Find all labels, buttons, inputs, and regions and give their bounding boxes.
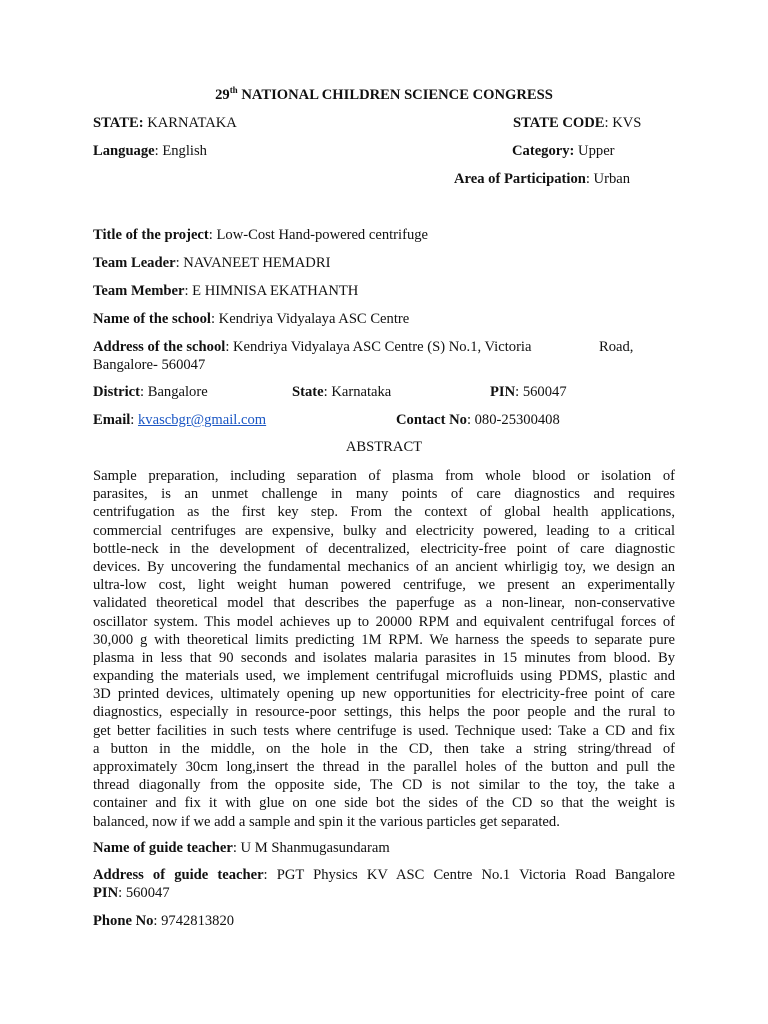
abstract-line: bottle-neck in the development of decentralized, electricity-free point of care diagnostic — [93, 540, 675, 557]
pin-label: PIN — [490, 384, 516, 400]
guide-address-line — [93, 866, 675, 884]
abstract-line: approximately 30cm long,insert the thread in the parallel holes of the button and pull the — [93, 759, 675, 775]
pin-field — [490, 383, 567, 401]
school-state-label: State — [292, 384, 324, 400]
abstract-line: get better facilities in such tests where centrifuge is used. Technique used: Take a CD and fix — [93, 722, 675, 739]
abstract-line: plasma in less that 90 seconds and isolates malaria parasites in 15 minutes from blood. By — [93, 649, 675, 666]
language-field — [93, 142, 207, 160]
guide-pin-value: : 560047 — [118, 885, 170, 901]
school-address-road: Road, — [599, 339, 634, 355]
school-name-label: Name of the school — [93, 311, 211, 327]
abstract-body — [93, 467, 675, 831]
abstract-line: diagnostics, especially in resource-poor settings, this helps the poor people and the rural to — [93, 704, 675, 721]
guide-name-value: : U M Shanmugasundaram — [232, 840, 390, 856]
team-member-label: Team Member — [93, 283, 185, 299]
abstract-line: 30,000 g with theoretical limits predicting 1M RPM. We harness the speeds to separate pure — [93, 631, 675, 648]
email-separator: : — [130, 412, 138, 428]
pin-value: : 560047 — [515, 384, 567, 400]
school-name-field — [93, 310, 409, 328]
abstract-line: ultra-low cost, light weight human powered centrifuge, we present an experimentally — [93, 577, 675, 594]
abstract-line: parasites, is an unmet challenge in many points of care diagnostics and requires — [93, 486, 675, 503]
state-label: STATE: — [93, 115, 144, 131]
project-title-value: : Low-Cost Hand-powered centrifuge — [208, 227, 429, 243]
area-label: Area of Participation — [454, 171, 586, 187]
school-state-field — [292, 383, 391, 401]
guide-address-value: : PGT Physics KV ASC Centre No.1 Victoria Road Bangalore — [263, 867, 675, 883]
abstract-line: 3D printed devices, ultimately opening up new opportunities for electricity-free point of care — [93, 686, 675, 703]
category-field — [512, 142, 615, 160]
contact-value: : 080-25300408 — [466, 412, 560, 428]
abstract-line: thread diagonally from the opposite side, The CD is not similar to the toy, the take a — [93, 777, 675, 794]
state-field — [93, 114, 237, 132]
school-address-field — [93, 338, 531, 356]
guide-address-label: Address of guide teacher — [93, 867, 264, 883]
guide-pin-line — [93, 884, 675, 902]
state-code-field — [513, 114, 641, 132]
team-leader-field — [93, 254, 330, 272]
category-label: Category: — [512, 143, 575, 159]
team-member-value: : E HIMNISA EKATHANTH — [184, 283, 359, 299]
guide-phone-value: : 9742813820 — [153, 913, 235, 929]
guide-phone-label: Phone No — [93, 913, 154, 929]
district-field — [93, 383, 208, 401]
school-address-label: Address of the school — [93, 339, 226, 355]
school-address-city: Bangalore- 560047 — [93, 357, 206, 373]
language-label: Language — [93, 143, 155, 159]
team-member-field — [93, 282, 358, 300]
guide-pin-label: PIN — [93, 885, 119, 901]
email-field — [93, 411, 266, 429]
abstract-heading: ABSTRACT — [345, 439, 423, 455]
district-label: District — [93, 384, 141, 400]
abstract-line: expanding the materials used, we implement centrifugal microfluids using PDMS, plastic and — [93, 668, 675, 685]
document-title — [0, 86, 768, 104]
school-name-value: : Kendriya Vidyalaya ASC Centre — [210, 311, 410, 327]
abstract-line: centrifugation as the first key step. From the context of global health applications, — [93, 504, 675, 521]
abstract-line: Sample preparation, including separation of plasma from whole blood or isolation of — [93, 468, 675, 484]
language-value: : English — [154, 143, 207, 159]
project-title-field — [93, 226, 428, 244]
abstract-line: oscillator system. This model achieves up to 20000 RPM and equivalent centrifugal forces of — [93, 613, 675, 630]
area-field — [454, 170, 630, 188]
school-state-value: : Karnataka — [323, 384, 392, 400]
district-value: : Bangalore — [140, 384, 208, 400]
team-leader-value: : NAVANEET HEMADRI — [175, 255, 331, 271]
state-code-label: STATE CODE — [513, 115, 605, 131]
email-link[interactable]: kvascbgr@gmail.com — [138, 412, 267, 428]
guide-address-field — [93, 866, 675, 902]
abstract-line: commercial centrifuges are expensive, bulky and electricity powered, leading to a critical — [93, 522, 675, 539]
title-ordinal-suffix: th — [229, 85, 238, 95]
project-title-label: Title of the project — [93, 227, 209, 243]
state-value: KARNATAKA — [143, 115, 237, 131]
title-ordinal: 29 — [215, 87, 230, 103]
contact-label: Contact No — [396, 412, 467, 428]
team-leader-label: Team Leader — [93, 255, 176, 271]
title-text: NATIONAL CHILDREN SCIENCE CONGRESS — [237, 87, 553, 103]
state-code-value: : KVS — [604, 115, 642, 131]
guide-phone-field — [93, 912, 234, 930]
category-value: Upper — [574, 143, 615, 159]
abstract-line: devices. By uncovering the fundamental mechanics of an ancient whirligig toy, we design an — [93, 558, 675, 575]
guide-name-label: Name of guide teacher — [93, 840, 233, 856]
abstract-line: a button in the middle, on the hole in the CD, then take a string string/thread of — [93, 740, 675, 757]
abstract-line: validated theoretical model that describes the paperfuge as a non-linear, non-conservative — [93, 595, 675, 612]
email-label: Email — [93, 412, 131, 428]
guide-name-field — [93, 839, 390, 857]
area-value: : Urban — [585, 171, 631, 187]
school-address-value: : Kendriya Vidyalaya ASC Centre (S) No.1, Victoria — [225, 339, 532, 355]
abstract-line: balanced, now if we add a sample and spin it the various particles get separated. — [93, 813, 560, 830]
abstract-line: container and fix it with glue on one side bot the sides of the CD so that the weight is — [93, 795, 675, 812]
contact-field — [396, 411, 560, 429]
